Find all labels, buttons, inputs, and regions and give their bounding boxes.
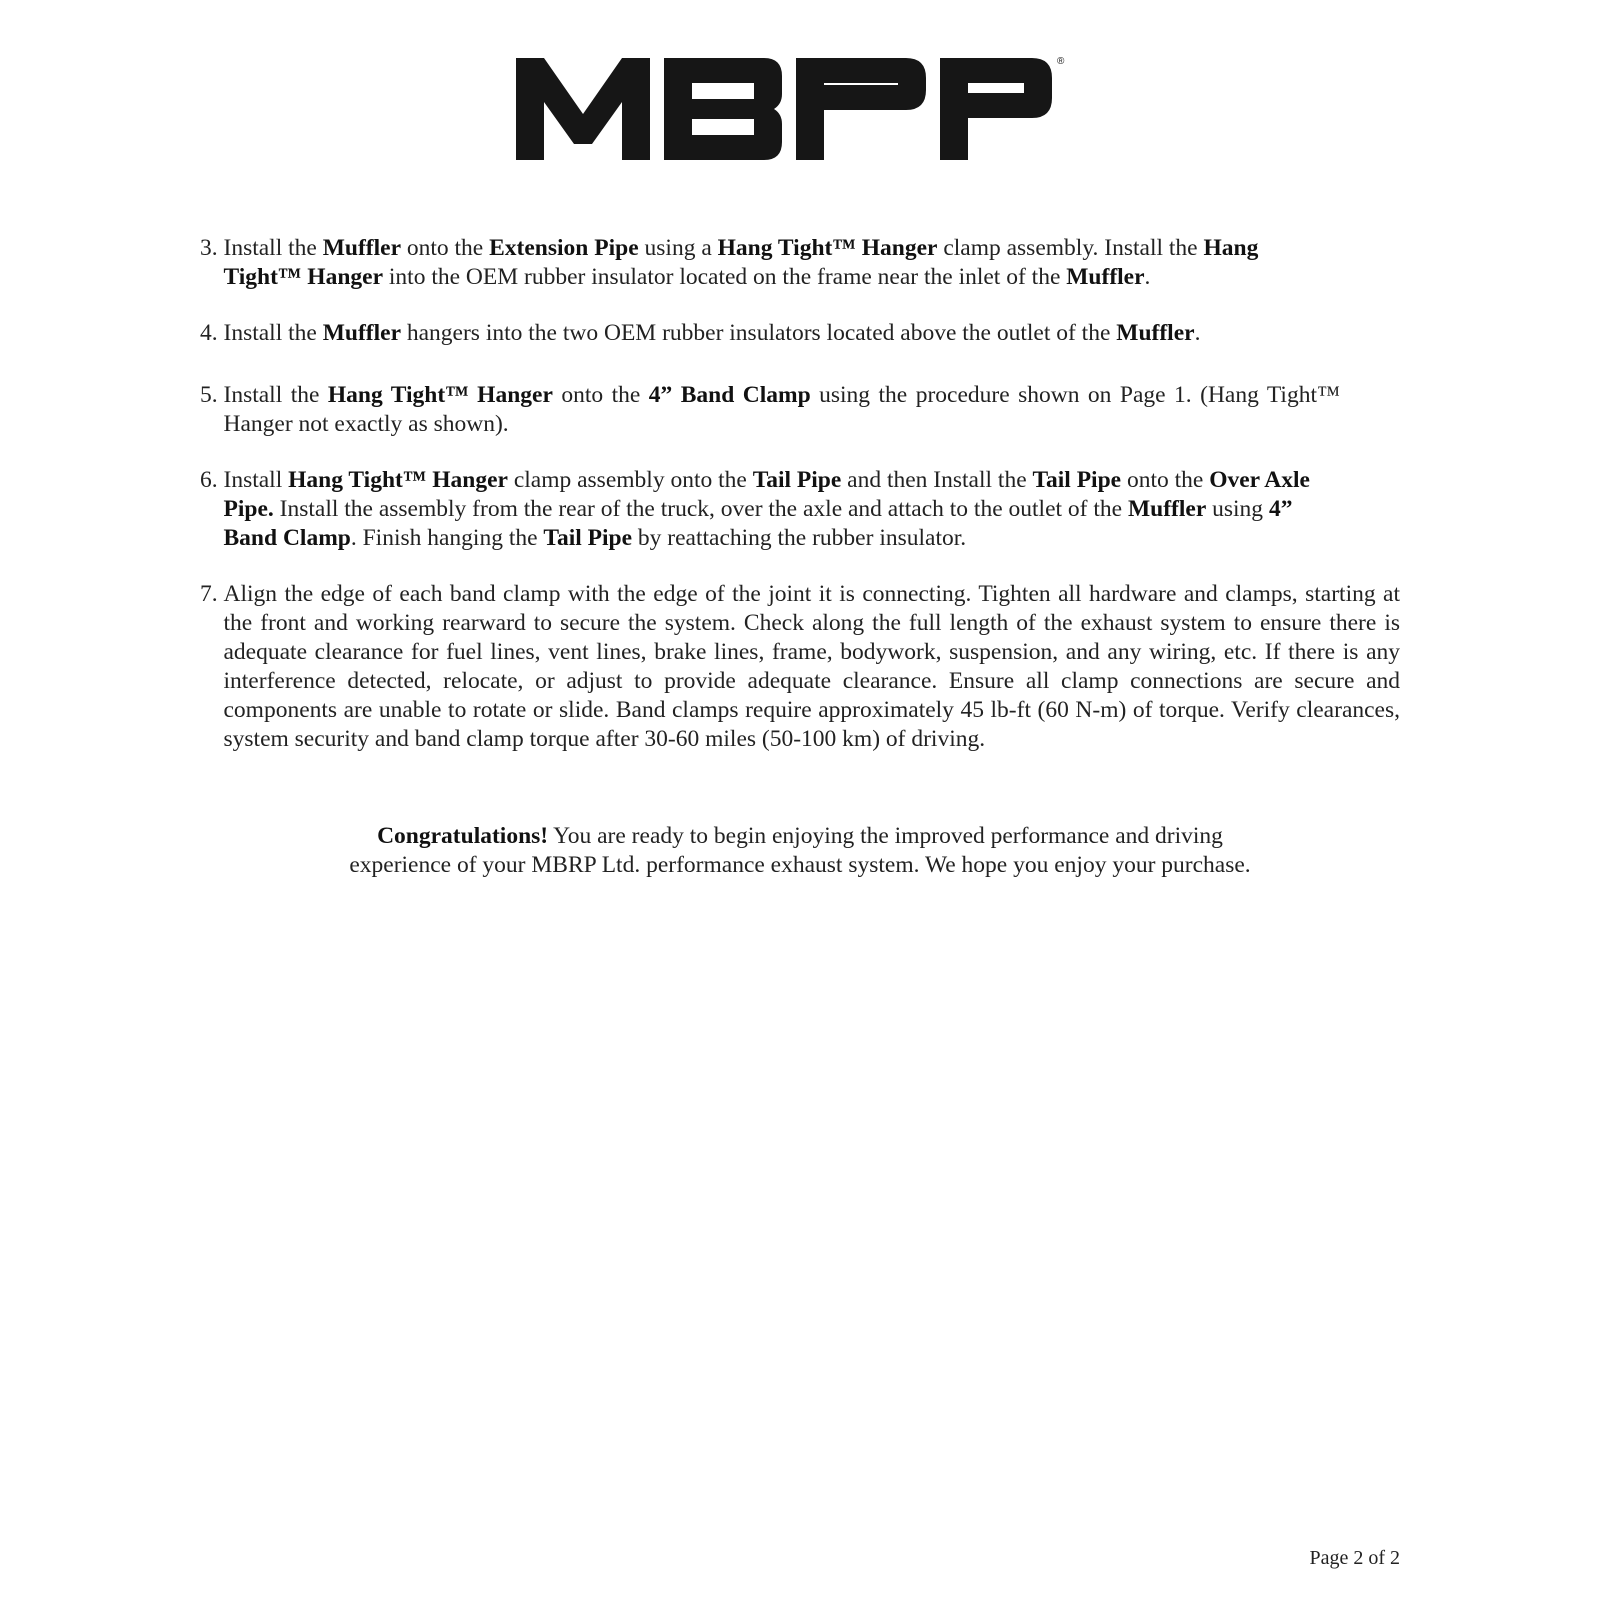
step-number: 3. <box>200 235 218 261</box>
closing-message <box>250 822 1350 880</box>
step-7 <box>200 580 1400 754</box>
text-run: . <box>1144 264 1151 290</box>
text-run: . <box>1194 320 1201 346</box>
text-run: onto the <box>1121 467 1210 493</box>
step-3 <box>200 234 1340 292</box>
text-run: into the OEM rubber insulator located on the frame near the inlet of the <box>383 264 1067 290</box>
step-text <box>224 580 1401 754</box>
bold-term: Hang Tight™ Hanger <box>717 235 938 261</box>
text-run: onto the <box>401 235 490 261</box>
bold-term: 4” Band Clamp <box>648 382 811 408</box>
mbrp-logo <box>516 52 1076 167</box>
bold-term: Hang Tight™ Hanger <box>327 382 553 408</box>
step-5 <box>200 381 1340 439</box>
step-number: 6. <box>200 467 218 493</box>
congratulations-heading: Congratulations! <box>377 823 549 849</box>
bold-term: Muffler <box>322 320 401 346</box>
bold-term: Tail Pipe <box>543 525 633 551</box>
text-run: using a <box>638 235 718 261</box>
text-run: Install the <box>223 235 323 261</box>
bold-term: Hang Tight™ Hanger <box>288 467 508 493</box>
step-text <box>224 381 1341 439</box>
text-run: onto the <box>552 382 649 408</box>
text-run: using the procedure shown on Page 1. (Hang Tight™ Hanger not exactly as shown). <box>223 382 1341 437</box>
registered-mark: ® <box>1057 56 1065 67</box>
bold-term: Over Axle Pipe. <box>223 467 1310 522</box>
text-run: Install the <box>223 382 328 408</box>
text-run: hangers into the two OEM rubber insulators located above the outlet of the <box>401 320 1117 346</box>
text-run: by reattaching the rubber insulator. <box>632 525 967 551</box>
closing-line-1: You are ready to begin enjoying the improved performance and driving <box>548 823 1223 849</box>
closing-line-2: experience of your MBRP Ltd. performance exhaust system. We hope you enjoy your purchase. <box>349 852 1251 878</box>
step-text <box>224 319 1401 348</box>
instruction-steps <box>200 234 1400 754</box>
step-text <box>224 234 1341 292</box>
step-number: 7. <box>200 581 218 607</box>
text-run: and then Install the <box>841 467 1033 493</box>
text-run: Install the assembly from the rear of the truck, over the axle and attach to the outlet of the <box>273 496 1128 522</box>
bold-term: Tail Pipe <box>1032 467 1122 493</box>
step-text <box>224 466 1341 553</box>
text-run: clamp assembly. Install the <box>937 235 1204 261</box>
mbrp-logo-graphic <box>516 52 1076 167</box>
text-run: using <box>1206 496 1269 522</box>
page-number: Page 2 of 2 <box>1309 1547 1400 1569</box>
step-6 <box>200 466 1340 553</box>
step-4 <box>200 319 1400 348</box>
bold-term: Muffler <box>1116 320 1195 346</box>
text-run: Install the <box>223 320 323 346</box>
bold-term: Extension Pipe <box>489 235 639 261</box>
text-run: Align the edge of each band clamp with the edge of the joint it is connecting. Tighten all hardware and clamps, starting at the front and working rearward to secure the system. Check along the full length of the exhaust system to ensure there is adequate clearance for fuel lines, vent lines, brake lines, frame, bodywork, suspension, and any wiring, etc. If there is any interference detected, relocate, or adjust to provide adequate clearance. Ensure all clamp connections are secure and components are unable to rotate or slide. Band clamps require approximately 45 lb-ft (60 N-m) of torque. Verify clearances, system security and band clamp torque after 30-60 miles (50-100 km) of driving. <box>223 581 1400 752</box>
step-number: 4. <box>200 320 218 346</box>
bold-term: Tail Pipe <box>752 467 842 493</box>
step-number: 5. <box>200 382 218 408</box>
text-run: Install <box>223 467 289 493</box>
bold-term: Hang Tight™ Hanger <box>223 235 1259 290</box>
bold-term: Muffler <box>1127 496 1207 522</box>
bold-term: Muffler <box>322 235 401 261</box>
text-run: clamp assembly onto the <box>507 467 753 493</box>
bold-term: 4” Band Clamp <box>223 496 1293 551</box>
text-run: . Finish hanging the <box>350 525 544 551</box>
bold-term: Muffler <box>1066 264 1145 290</box>
